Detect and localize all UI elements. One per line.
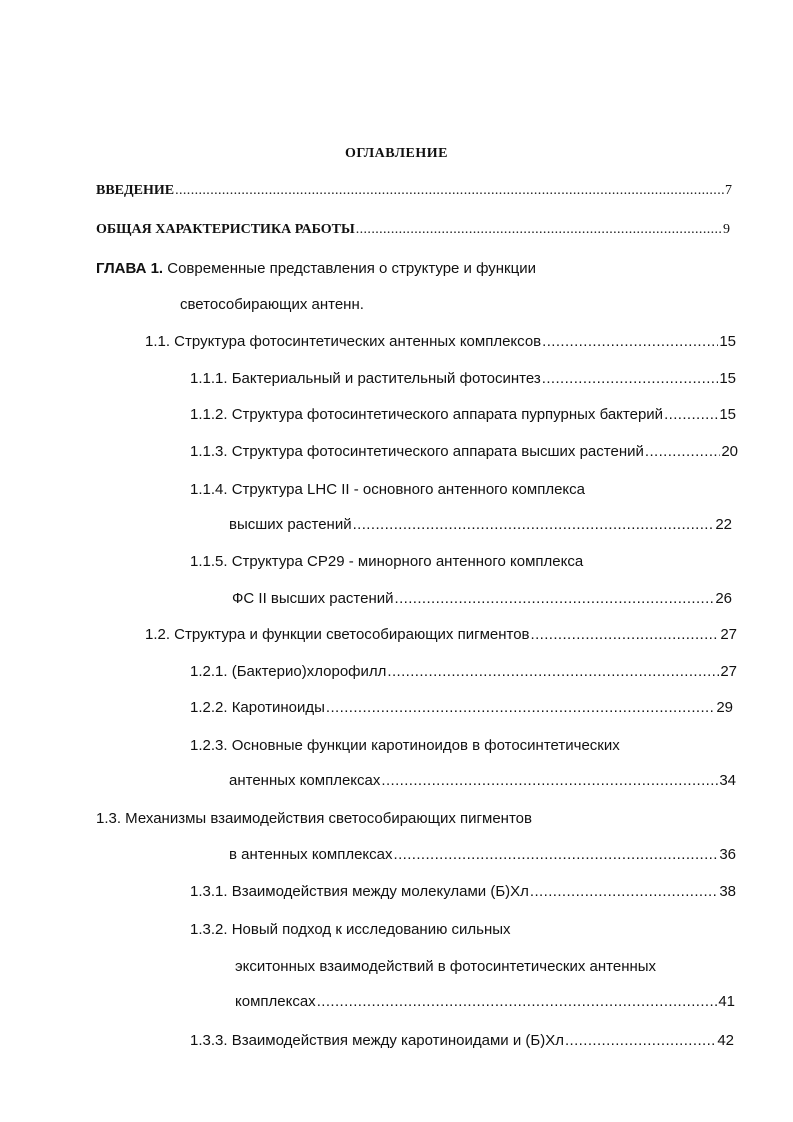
toc-page-number: 15 [719, 406, 736, 423]
toc-page-number: 36 [719, 846, 736, 863]
toc-entry-1-3[interactable] [96, 810, 532, 828]
dot-leader [531, 626, 720, 644]
toc-entry-text: ОБЩАЯ ХАРАКТЕРИСТИКА РАБОТЫ [96, 222, 355, 237]
toc-entry-text: 1.3.1. Взаимодействия между молекулами (Б)Хл [190, 883, 529, 900]
toc-entry-1-2-2[interactable] [190, 699, 733, 717]
toc-page-number: 20 [721, 443, 738, 460]
toc-entry-text: 1.3.3. Взаимодействия между каротиноидами и (Б)Хл [190, 1032, 564, 1049]
dot-leader [317, 993, 718, 1011]
dot-leader [356, 221, 722, 239]
toc-entry-chapter-1-cont [180, 296, 364, 314]
chapter-title-cont: светособирающих антенн. [180, 296, 364, 313]
toc-entry-1-1-4[interactable] [190, 481, 585, 499]
dot-leader [387, 663, 719, 681]
dot-leader [326, 699, 715, 717]
toc-entry-text: 1.2. Структура и функции светособирающих пигментов [145, 626, 530, 643]
toc-page-number: 27 [720, 626, 737, 643]
toc-entry-text: высших растений [229, 516, 352, 533]
toc-entry-text: 1.1. Структура фотосинтетических антенных комплексов [145, 333, 542, 350]
toc-entry-text: комплексах [235, 993, 316, 1010]
chapter-prefix: ГЛАВА 1. [96, 260, 164, 277]
dot-leader [664, 406, 718, 424]
toc-entry-1-1-5[interactable] [190, 553, 583, 571]
toc-page-number: 9 [723, 222, 730, 237]
toc-entry-text: антенных комплексах [229, 772, 381, 789]
toc-entry-chapter-1[interactable] [96, 260, 536, 278]
toc-page-number: 41 [718, 993, 735, 1010]
toc-entry-1-1-1[interactable] [190, 370, 736, 388]
dot-leader [175, 182, 724, 200]
dot-leader [565, 1032, 716, 1050]
toc-entry-text: 1.3. Механизмы взаимодействия светособирающих пигментов [96, 810, 532, 827]
chapter-title: Современные представления о структуре и функции [163, 260, 536, 277]
toc-entry-1-3-2-cont [235, 958, 656, 976]
toc-page-number: 22 [715, 516, 732, 533]
toc-page-number: 7 [725, 183, 732, 198]
toc-entry-1-3-cont[interactable] [229, 846, 736, 864]
toc-entry-text: 1.1.3. Структура фотосинтетического аппарата высших растений [190, 443, 644, 460]
dot-leader [542, 370, 719, 388]
toc-entry-1-3-2-end[interactable] [235, 993, 735, 1011]
page-title: ОГЛАВЛЕНИЕ [345, 146, 448, 161]
dot-leader [353, 516, 715, 534]
toc-entry-1-1[interactable] [145, 333, 736, 351]
toc-entry-text: 1.1.1. Бактериальный и растительный фотосинтез [190, 370, 541, 387]
toc-entry-1-2-1[interactable] [190, 663, 737, 681]
toc-entry-text: 1.1.2. Структура фотосинтетического аппарата пурпурных бактерий [190, 406, 664, 423]
toc-entry-1-3-3[interactable] [190, 1032, 734, 1050]
dot-leader [530, 883, 718, 901]
toc-entry-1-1-3[interactable] [190, 443, 738, 461]
toc-entry-text: ФС II высших растений [232, 590, 394, 607]
toc-entry-text: экситонных взаимодействий в фотосинтетических антенных [235, 958, 657, 975]
toc-entry-intro[interactable] [96, 182, 732, 200]
toc-page-number: 27 [720, 663, 737, 680]
dot-leader [645, 443, 720, 461]
dot-leader [395, 590, 715, 608]
toc-entry-1-1-2[interactable] [190, 406, 736, 424]
toc-page-number: 26 [715, 590, 732, 607]
toc-entry-text: 1.1.4. Структура LHC II - основного антенного комплекса [190, 481, 585, 498]
toc-entry-text: 1.2.2. Каротиноиды [190, 699, 325, 716]
dot-leader [394, 846, 719, 864]
dot-leader [381, 772, 718, 790]
toc-page-number: 38 [719, 883, 736, 900]
toc-page-number: 15 [719, 370, 736, 387]
toc-entry-1-2-3[interactable] [190, 737, 620, 755]
toc-entry-1-1-5-cont[interactable] [232, 590, 732, 608]
toc-page-number: 15 [719, 333, 736, 350]
toc-entry-1-1-4-cont[interactable] [229, 516, 732, 534]
toc-entry-1-2-3-cont[interactable] [229, 772, 736, 790]
dot-leader [542, 333, 718, 351]
toc-entry-1-3-1[interactable] [190, 883, 736, 901]
toc-entry-text: в антенных комплексах [229, 846, 393, 863]
toc-page-number: 42 [717, 1032, 734, 1049]
toc-page-number: 29 [716, 699, 733, 716]
toc-entry-1-3-2[interactable] [190, 921, 511, 939]
toc-entry-text: ВВЕДЕНИЕ [96, 183, 175, 198]
toc-entry-text: 1.3.2. Новый подход к исследованию сильных [190, 921, 511, 938]
toc-entry-text: 1.1.5. Структура СР29 - минорного антенного комплекса [190, 553, 584, 570]
toc-entry-text: 1.2.1. (Бактерио)хлорофилл [190, 663, 387, 680]
toc-entry-text: 1.2.3. Основные функции каротиноидов в фотосинтетических [190, 737, 620, 754]
toc-entry-general[interactable] [96, 221, 730, 239]
toc-entry-1-2[interactable] [145, 626, 737, 644]
toc-page-number: 34 [719, 772, 736, 789]
